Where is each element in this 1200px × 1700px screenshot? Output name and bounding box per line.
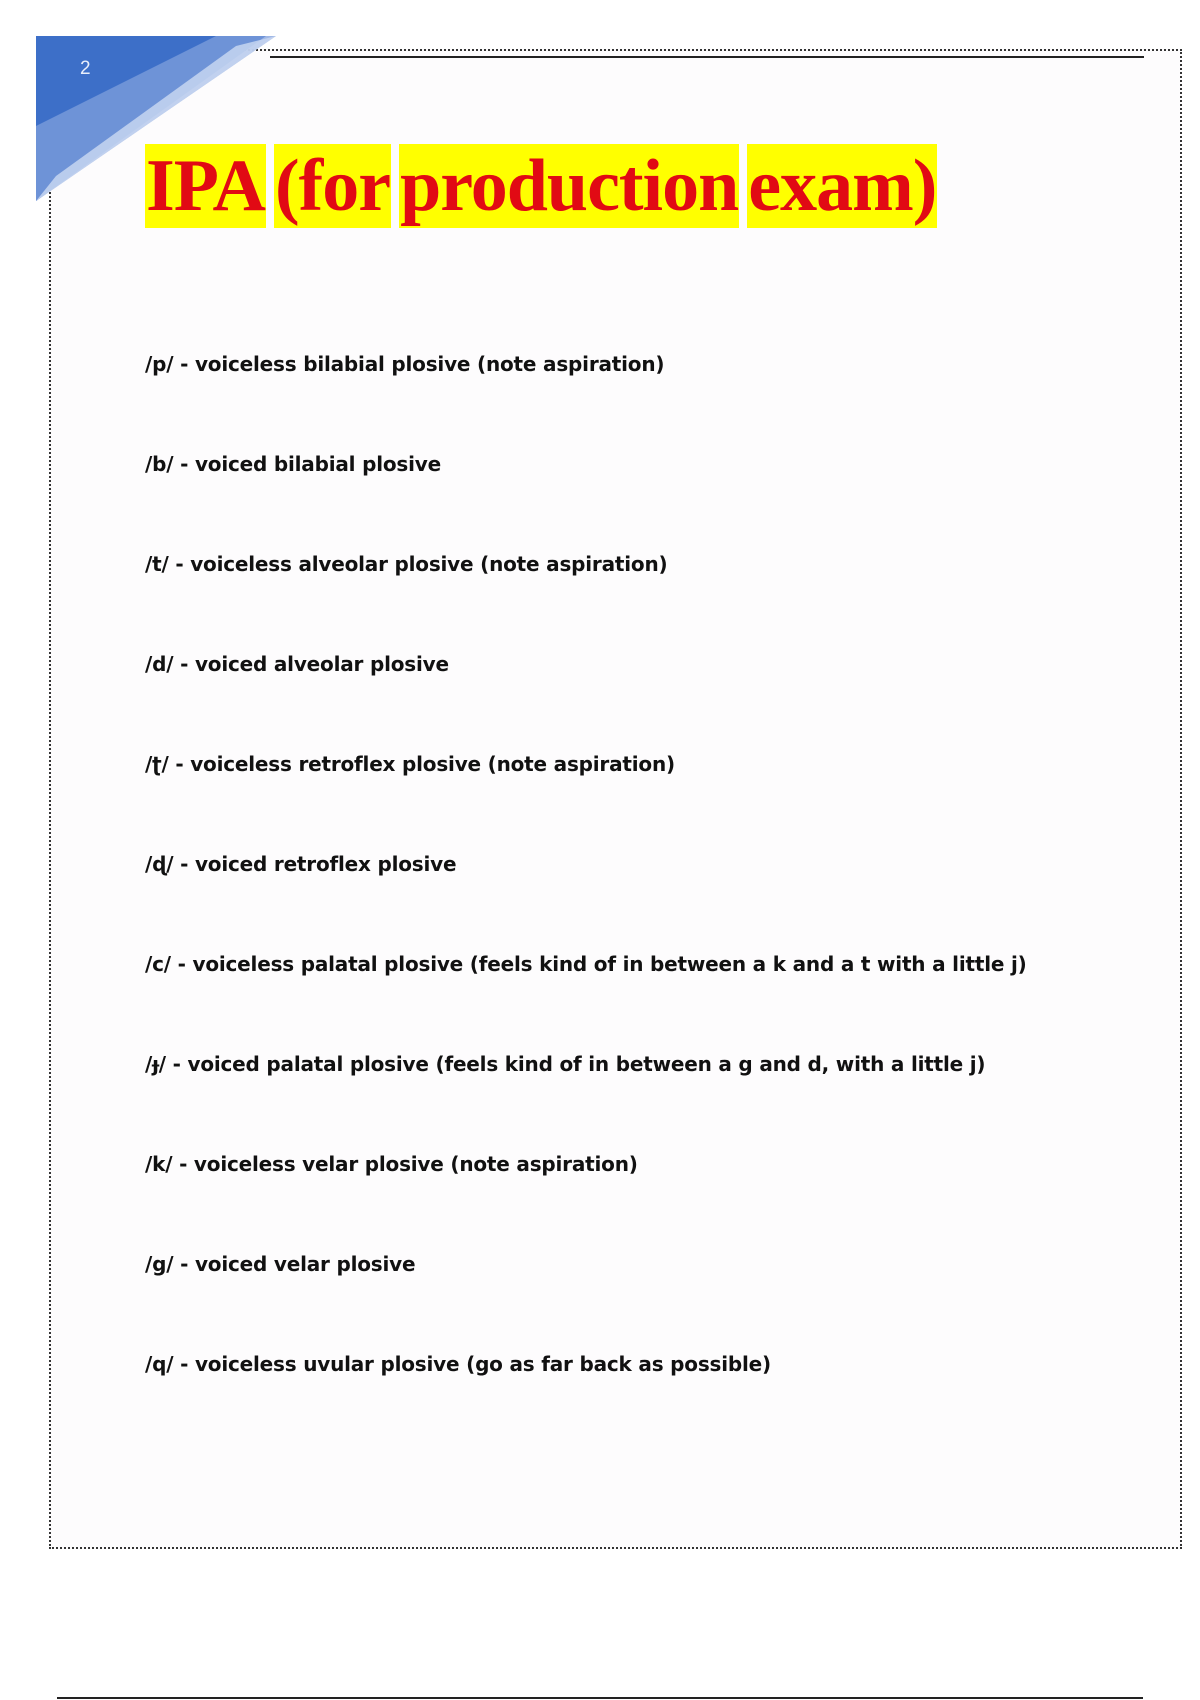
ipa-entry: /k/ - voiceless velar plosive (note aspiration) (145, 1152, 638, 1176)
ipa-entry: /d/ - voiced alveolar plosive (145, 652, 449, 676)
header-rule (270, 56, 1144, 58)
ipa-entry: /g/ - voiced velar plosive (145, 1252, 416, 1276)
page-title (145, 144, 937, 228)
title-word: production (400, 145, 739, 227)
page-number: 2 (80, 58, 91, 79)
ipa-entry: /p/ - voiceless bilabial plosive (note aspiration) (145, 352, 665, 376)
title-word: IPA (146, 145, 265, 227)
footer-rule (57, 1697, 1143, 1699)
ipa-entry: /ʈ/ - voiceless retroflex plosive (note aspiration) (145, 752, 675, 776)
ipa-entry: /b/ - voiced bilabial plosive (145, 452, 441, 476)
title-word: (for (274, 145, 391, 227)
ipa-entry: /q/ - voiceless uvular plosive (go as far back as possible) (145, 1352, 771, 1376)
title-word: exam) (748, 145, 937, 227)
ipa-entry: /t/ - voiceless alveolar plosive (note aspiration) (145, 552, 668, 576)
ipa-entry: /ɟ/ - voiced palatal plosive (feels kind of in between a g and d, with a little j) (145, 1052, 986, 1076)
ipa-entry: /ɖ/ - voiced retroflex plosive (145, 852, 457, 876)
ipa-entry: /c/ - voiceless palatal plosive (feels kind of in between a k and a t with a little j) (145, 952, 1027, 976)
ipa-entry-list (145, 344, 1027, 1444)
